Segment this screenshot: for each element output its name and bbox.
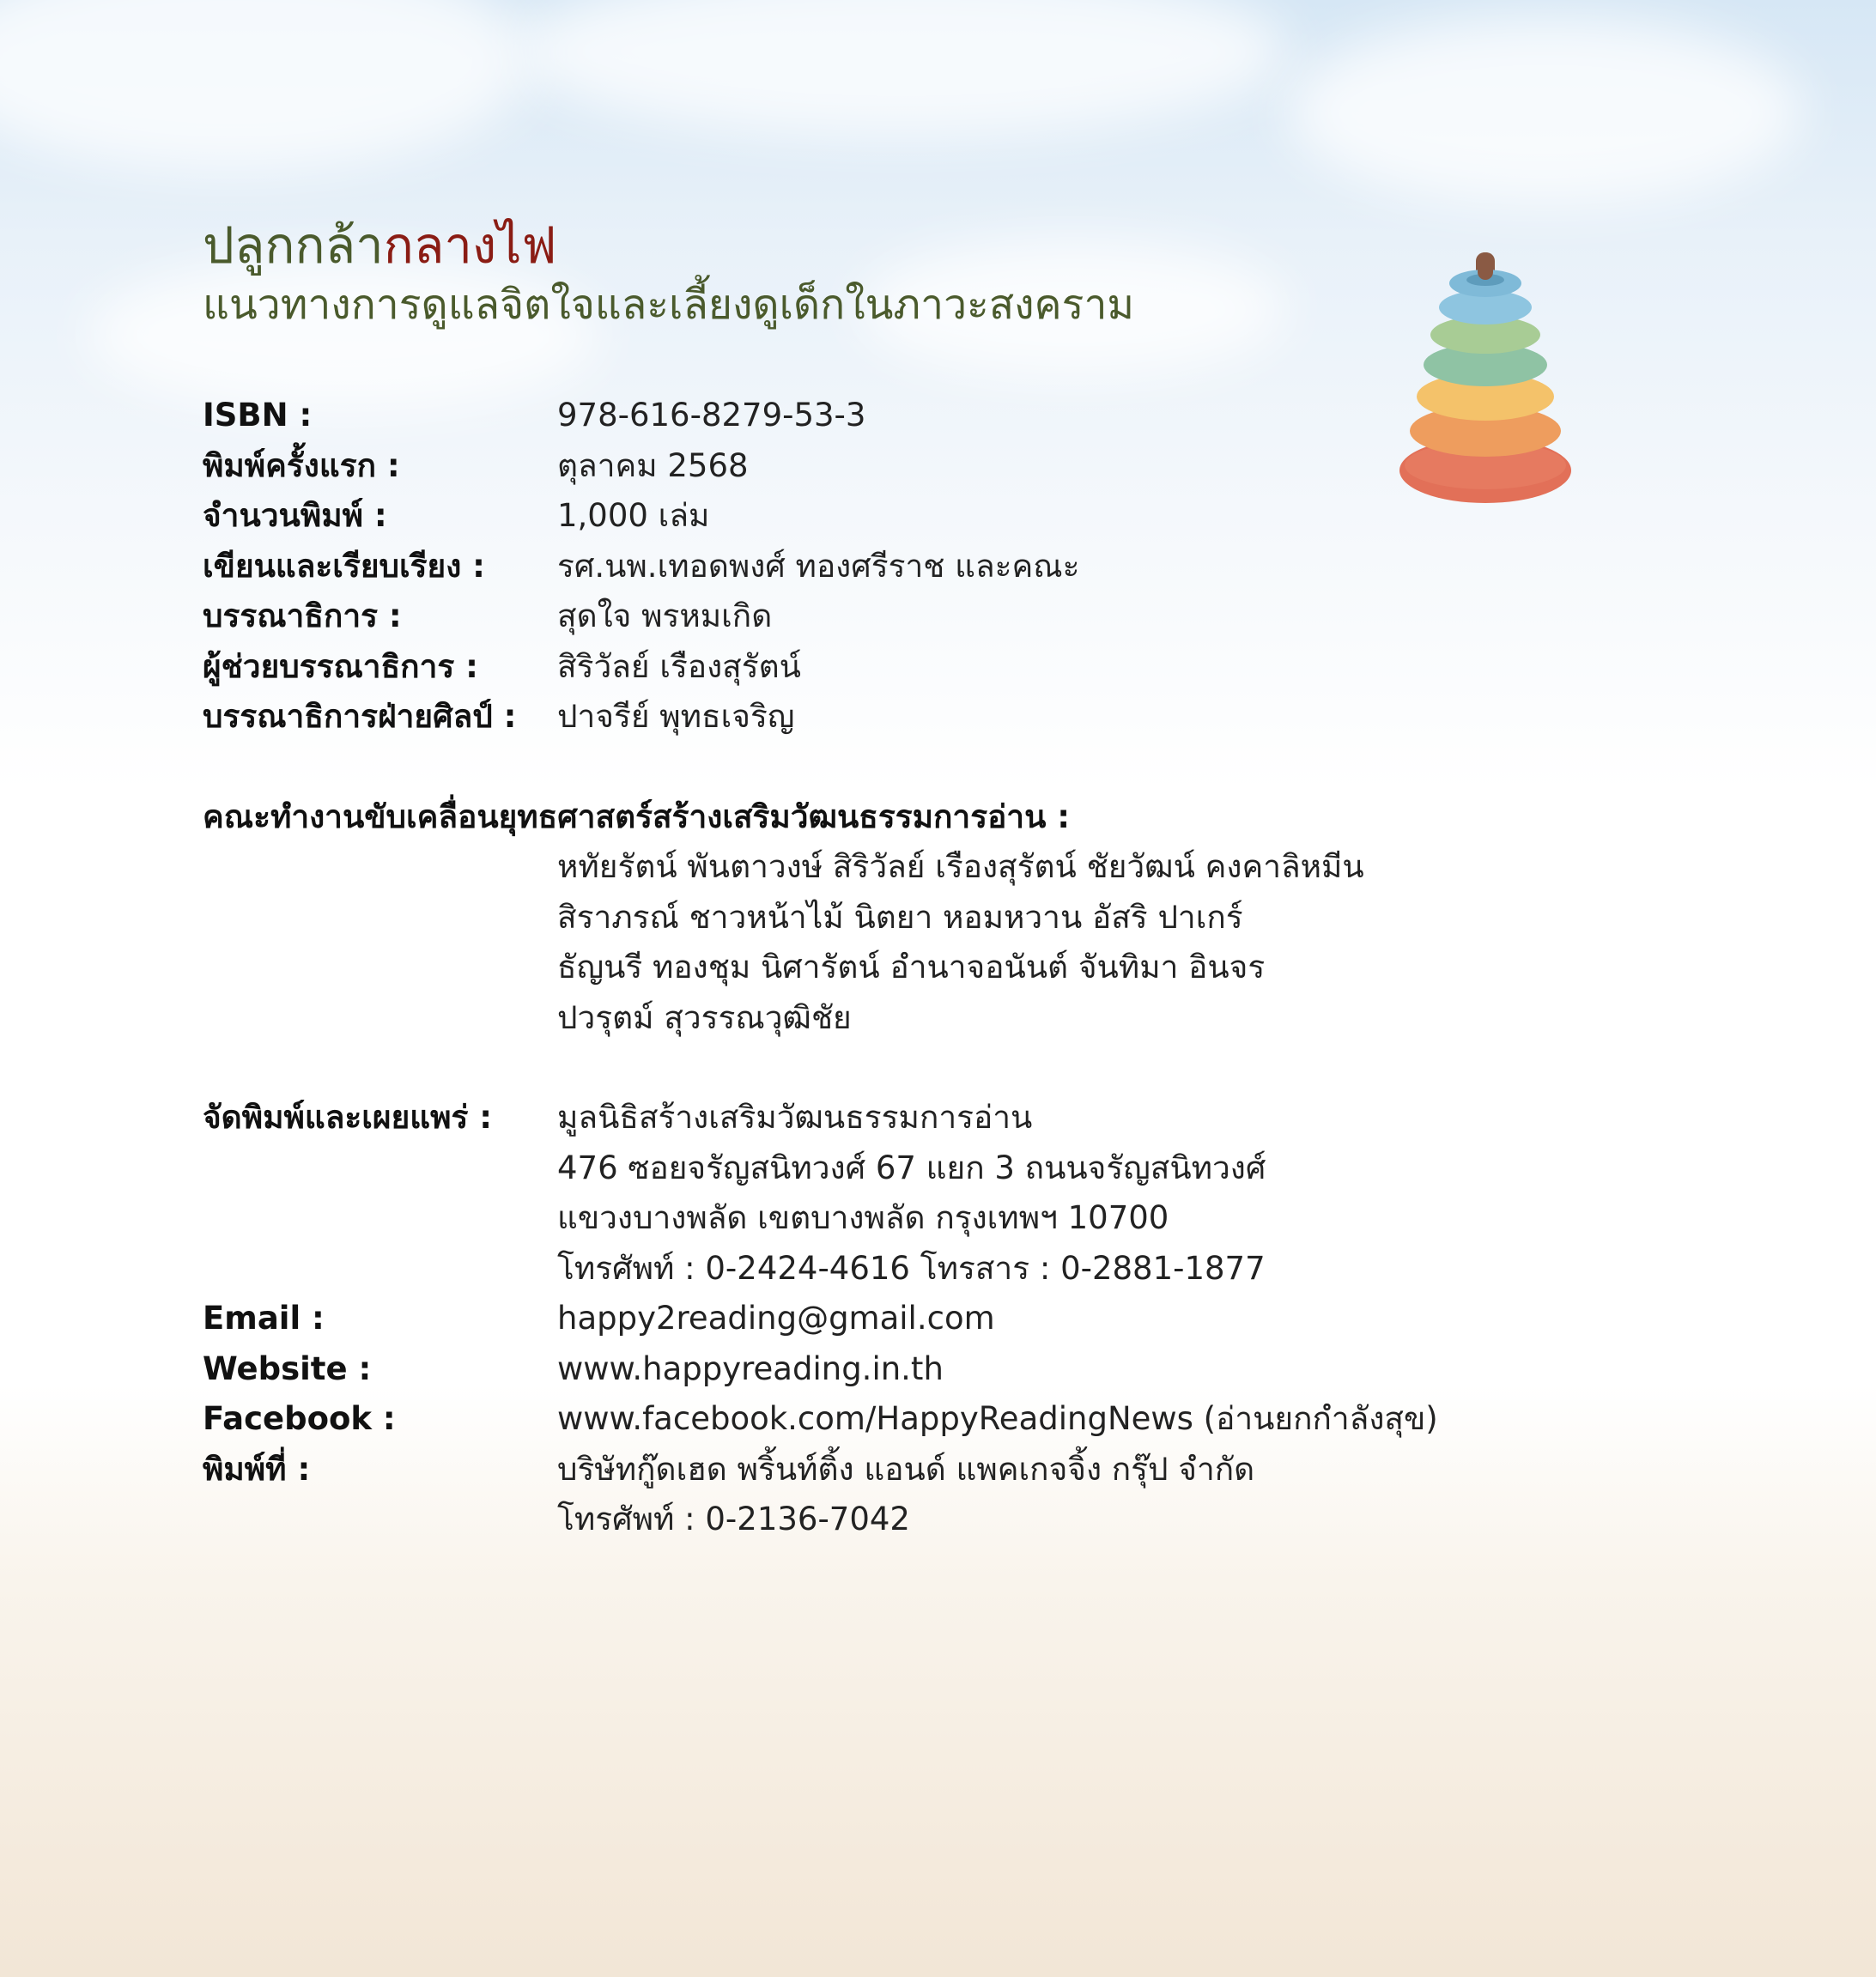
detail-value: สิริวัลย์ เรืองสุรัตน์ — [557, 647, 801, 685]
publisher-row — [203, 1093, 1765, 1143]
detail-value: สุดใจ พรหมเกิด — [557, 597, 773, 634]
detail-row-art-editor — [203, 692, 1765, 743]
detail-row-first-print — [203, 441, 1765, 492]
publisher-line: 476 ซอยจรัญสนิทวงศ์ 67 แยก 3 ถนนจรัญสนิทวงศ์ — [557, 1149, 1266, 1186]
cloud-decoration — [0, 0, 532, 172]
committee-line: ปวรุตม์ สุวรรณวุฒิชัย — [557, 998, 852, 1036]
detail-label: ผู้ช่วยบรรณาธิการ : — [203, 647, 478, 685]
detail-value: ปาจรีย์ พุทธเจริญ — [557, 698, 795, 735]
committee-line: ธัญนรี ทองชุม นิศารัตน์ อำนาจอนันต์ จันทิมา อินจร — [557, 949, 1266, 985]
committee-label: คณะทำงานขับเคลื่อนยุทธศาสตร์สร้างเสริมวัฒนธรรมการอ่าน : — [203, 797, 1071, 835]
detail-label: จำนวนพิมพ์ : — [203, 497, 387, 534]
detail-label: บรรณาธิการ : — [203, 597, 402, 634]
contact-row-facebook — [203, 1394, 1765, 1445]
detail-value: 978-616-8279-53-3 — [557, 397, 866, 434]
publisher-line: แขวงบางพลัด เขตบางพลัด กรุงเทพฯ 10700 — [557, 1199, 1169, 1236]
book-title — [203, 215, 1134, 333]
contact-email[interactable]: happy2reading@gmail.com — [557, 1300, 995, 1337]
contact-website[interactable]: www.happyreading.in.th — [557, 1349, 944, 1387]
committee-line: สิราภรณ์ ชาวหน้าไม้ นิตยา หอมหวาน อัสริ ปาเกร์ — [557, 898, 1243, 936]
title-part2: กลางไฟ — [383, 216, 557, 275]
contact-row-website — [203, 1344, 1765, 1395]
detail-row-assistant-editor — [203, 642, 1765, 693]
printer-label: พิมพ์ที่ : — [203, 1450, 311, 1488]
detail-value: 1,000 เล่ม — [557, 497, 710, 534]
publisher-line: โทรศัพท์ : 0-2424-4616 โทรสาร : 0-2881-1877 — [557, 1249, 1266, 1287]
cloud-decoration — [515, 0, 1288, 137]
detail-label: เขียนและเรียบเรียง : — [203, 547, 485, 585]
printer-row — [203, 1445, 1765, 1495]
detail-label: ISBN : — [203, 397, 313, 434]
printer-line: บริษัทกู๊ดเฮด พริ้นท์ติ้ง แอนด์ แพคเกจจิ้ง กรุ๊ป จำกัด — [557, 1450, 1255, 1488]
printer-line: โทรศัพท์ : 0-2136-7042 — [557, 1501, 910, 1537]
publisher-label: จัดพิมพ์และเผยแพร่ : — [203, 1099, 493, 1136]
publisher-line: มูลนิธิสร้างเสริมวัฒนธรรมการอ่าน — [557, 1099, 1033, 1136]
detail-label: พิมพ์ครั้งแรก : — [203, 446, 400, 484]
committee-line: หทัยรัตน์ พันตาวงษ์ สิริวัลย์ เรืองสุรัตน์ ชัยวัฒน์ คงคาลิหมีน — [557, 848, 1364, 885]
contact-label: Facebook : — [203, 1400, 396, 1437]
contact-row-email — [203, 1294, 1765, 1344]
cloud-decoration — [1288, 17, 1803, 206]
colophon — [203, 391, 1765, 1545]
contact-label: Email : — [203, 1300, 325, 1337]
detail-row-editor — [203, 591, 1765, 642]
detail-value: รศ.นพ.เทอดพงศ์ ทองศรีราช และคณะ — [557, 547, 1080, 585]
title-main — [203, 215, 1134, 276]
detail-label: บรรณาธิการฝ่ายศิลป์ : — [203, 698, 517, 735]
contact-label: Website : — [203, 1349, 372, 1387]
detail-row-author — [203, 542, 1765, 592]
detail-row-isbn — [203, 391, 1765, 441]
contact-facebook[interactable]: www.facebook.com/HappyReadingNews (อ่านยกกำลังสุข) — [557, 1400, 1438, 1437]
title-subtitle: แนวทางการดูแลจิตใจและเลี้ยงดูเด็กในภาวะสงคราม — [203, 281, 1135, 329]
title-part1: ปลูกกล้า — [203, 216, 384, 275]
detail-value: ตุลาคม 2568 — [557, 446, 749, 484]
detail-row-print-count — [203, 491, 1765, 542]
